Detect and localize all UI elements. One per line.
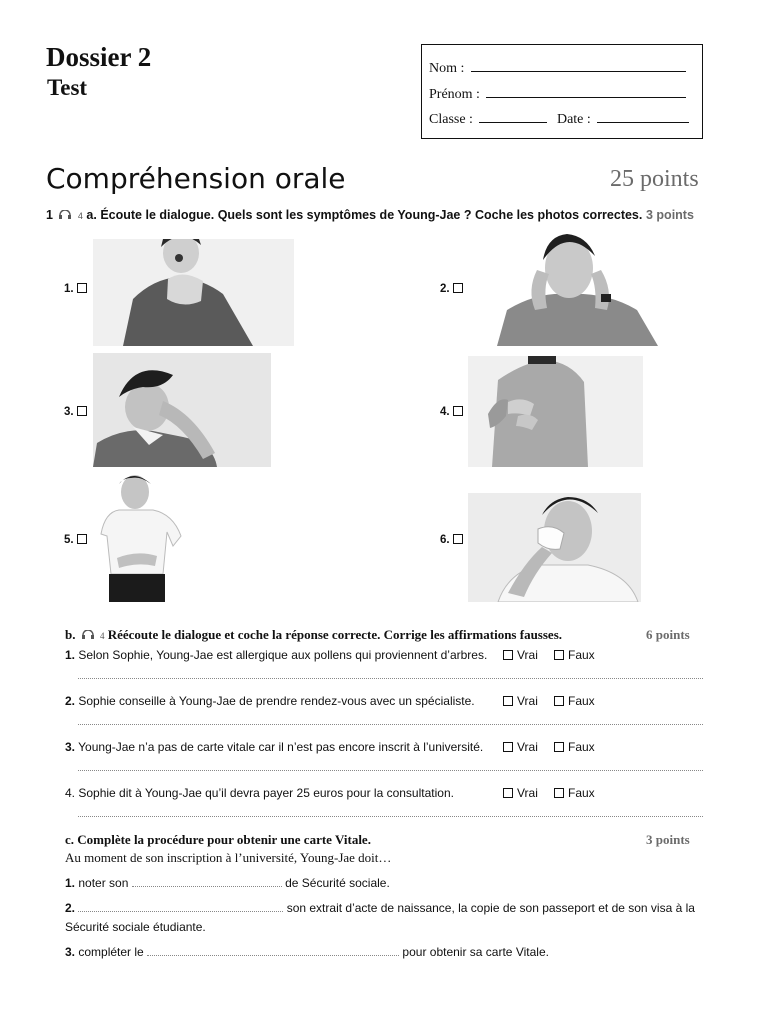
photo-option-2[interactable] — [440, 283, 463, 295]
question-b-letter: b. — [65, 627, 76, 642]
correction-line-2[interactable] — [78, 724, 703, 725]
prenom-row — [429, 87, 686, 103]
nom-row — [429, 61, 686, 77]
statement-4-false-checkbox[interactable] — [554, 788, 564, 798]
photo-3-checkbox[interactable] — [77, 406, 87, 416]
statement-4-number: 4. — [65, 786, 76, 800]
classe-label: Classe : — [429, 112, 473, 127]
photo-6-checkbox[interactable] — [453, 534, 463, 544]
sore-throat-photo — [93, 239, 294, 346]
statement-1 — [65, 648, 487, 662]
true-label: Vrai — [517, 740, 538, 754]
question-number: 1 — [46, 208, 53, 222]
statement-3-number: 3. — [65, 740, 76, 754]
statement-2-false-checkbox[interactable] — [554, 696, 564, 706]
photo-option-3[interactable] — [64, 406, 87, 418]
photo-4-label: 4. — [440, 406, 450, 418]
step-2-blank[interactable] — [78, 903, 283, 912]
photo-1-label: 1. — [64, 283, 74, 295]
prenom-field[interactable] — [486, 87, 686, 98]
correction-line-4[interactable] — [78, 816, 703, 817]
step-2-number: 2. — [65, 901, 76, 915]
statement-1-false-checkbox[interactable] — [554, 650, 564, 660]
photo-2-label: 2. — [440, 283, 450, 295]
statement-3-false-option[interactable] — [554, 740, 595, 754]
question-c-intro: Au moment de son inscription à l’université, Young-Jae doit… — [65, 850, 392, 865]
student-id-box — [421, 44, 703, 139]
statement-2-true-checkbox[interactable] — [503, 696, 513, 706]
statement-3-true-checkbox[interactable] — [503, 742, 513, 752]
statement-1-text: Selon Sophie, Young-Jae est allergique aux pollens qui proviennent d’arbres. — [78, 648, 488, 662]
classe-date-row — [429, 112, 689, 128]
photo-5-label: 5. — [64, 534, 74, 546]
photo-6-label: 6. — [440, 534, 450, 546]
question-1-points: 3 points — [646, 208, 694, 222]
step-3-after: pour obtenir sa carte Vitale. — [402, 945, 549, 959]
photo-5-checkbox[interactable] — [77, 534, 87, 544]
correction-line-1[interactable] — [78, 678, 703, 679]
stomach-ache-photo — [97, 474, 185, 602]
section-title: Compréhension orale — [46, 162, 346, 195]
statement-1-false-option[interactable] — [554, 648, 595, 662]
question-c-heading: c. Complète la procédure pour obtenir une carte Vitale. — [65, 832, 371, 847]
prenom-label: Prénom : — [429, 87, 480, 102]
statement-1-true-option[interactable] — [503, 648, 538, 662]
procedure-step-3 — [65, 945, 549, 959]
headphones-icon — [58, 210, 72, 220]
question-b-heading — [65, 627, 562, 643]
statement-4-false-option[interactable] — [554, 786, 595, 800]
sneezing-photo — [468, 493, 641, 602]
question-1-heading — [46, 208, 642, 222]
true-label: Vrai — [517, 694, 538, 708]
true-label: Vrai — [517, 648, 538, 662]
step-3-before: compléter le — [78, 945, 144, 959]
statement-2 — [65, 694, 475, 708]
statement-4 — [65, 786, 454, 800]
classe-field[interactable] — [479, 112, 547, 123]
date-field[interactable] — [597, 112, 689, 123]
step-3-blank[interactable] — [147, 947, 399, 956]
procedure-step-2 — [65, 901, 695, 915]
false-label: Faux — [568, 740, 595, 754]
statement-3 — [65, 740, 483, 754]
false-label: Faux — [568, 648, 595, 662]
track-number: 4 — [77, 211, 83, 221]
false-label: Faux — [568, 694, 595, 708]
photo-4-checkbox[interactable] — [453, 406, 463, 416]
photo-3-label: 3. — [64, 406, 74, 418]
nom-field[interactable] — [471, 61, 686, 72]
true-label: Vrai — [517, 786, 538, 800]
question-b-points: 6 points — [646, 627, 690, 642]
statement-2-number: 2. — [65, 694, 76, 708]
statement-4-true-checkbox[interactable] — [503, 788, 513, 798]
step-1-after: de Sécurité sociale. — [285, 876, 390, 890]
step-2-continued: Sécurité sociale étudiante. — [65, 920, 206, 934]
photo-option-6[interactable] — [440, 534, 463, 546]
photo-option-5[interactable] — [64, 534, 87, 546]
statement-2-text: Sophie conseille à Young-Jae de prendre rendez-vous avec un spécialiste. — [78, 694, 475, 708]
false-label: Faux — [568, 786, 595, 800]
statement-3-false-checkbox[interactable] — [554, 742, 564, 752]
statement-4-text: Sophie dit à Young-Jae qu’il devra payer 25 euros pour la consultation. — [78, 786, 454, 800]
statement-4-true-option[interactable] — [503, 786, 538, 800]
page-title: Dossier 2 — [46, 42, 152, 72]
step-1-before: noter son — [78, 876, 129, 890]
section-points: 25 points — [610, 166, 699, 192]
track-number: 4 — [99, 631, 105, 641]
photo-2-checkbox[interactable] — [453, 283, 463, 293]
photo-1-checkbox[interactable] — [77, 283, 87, 293]
step-2-after: son extrait d’acte de naissance, la copie de son passeport et de son visa à la — [286, 901, 695, 915]
statement-3-true-option[interactable] — [503, 740, 538, 754]
step-1-number: 1. — [65, 876, 76, 890]
statement-1-number: 1. — [65, 648, 76, 662]
question-c-points: 3 points — [646, 832, 690, 847]
statement-2-true-option[interactable] — [503, 694, 538, 708]
step-1-blank[interactable] — [132, 878, 282, 887]
step-3-number: 3. — [65, 945, 76, 959]
question-b-instruction: Réécoute le dialogue et coche la réponse correcte. Corrige les affirmations fausses. — [107, 627, 562, 642]
statement-1-true-checkbox[interactable] — [503, 650, 513, 660]
eye-pain-photo — [93, 353, 271, 467]
date-label: Date : — [556, 112, 591, 127]
photo-option-4[interactable] — [440, 406, 463, 418]
headphones-icon — [81, 630, 95, 640]
nom-label: Nom : — [429, 61, 465, 76]
chest-pain-photo — [468, 356, 643, 467]
statement-2-false-option[interactable] — [554, 694, 595, 708]
headache-photo — [497, 230, 658, 346]
statement-3-text: Young-Jae n’a pas de carte vitale car il n’est pas encore inscrit à l’université. — [78, 740, 484, 754]
question-1-instruction: a. Écoute le dialogue. Quels sont les symptômes de Young-Jae ? Coche les photos correctes. — [86, 208, 643, 222]
correction-line-3[interactable] — [78, 770, 703, 771]
page-subtitle: Test — [47, 75, 88, 100]
procedure-step-1 — [65, 876, 390, 890]
photo-option-1[interactable] — [64, 283, 87, 295]
